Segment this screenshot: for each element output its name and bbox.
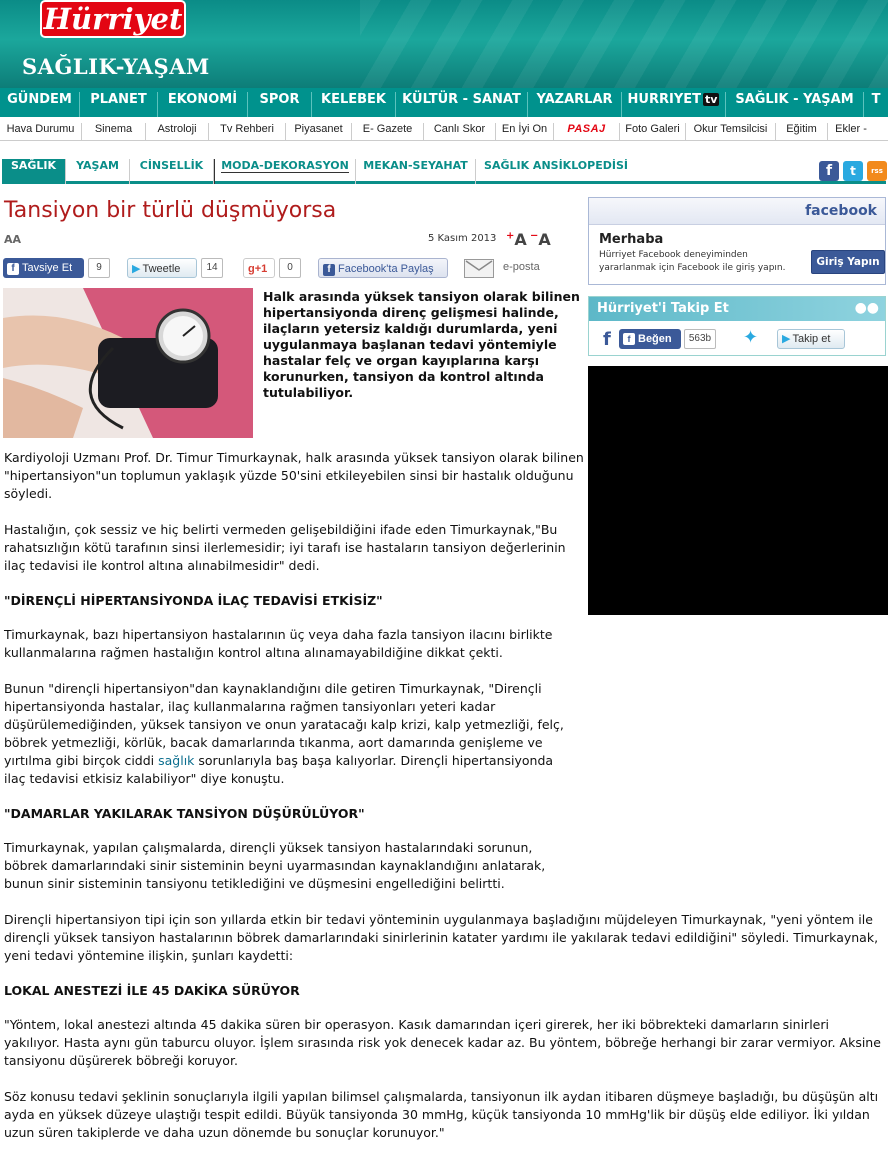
main-nav — [0, 88, 888, 117]
cat-saglik-ansiklopedisi[interactable]: SAĞLIK ANSİKLOPEDİSİ — [484, 159, 628, 172]
follow-box — [588, 296, 886, 356]
facebook-login-button[interactable]: Giriş Yapın — [811, 250, 885, 274]
subnav-hava-durumu[interactable]: Hava Durumu — [0, 123, 82, 141]
font-increase-label: A — [514, 230, 527, 249]
subnav-en-iyi-on[interactable]: En İyi On — [496, 123, 554, 141]
font-decrease-label: A — [538, 230, 551, 249]
hurriyet-logo[interactable]: Hürriyet — [43, 2, 183, 36]
tweet-button[interactable] — [127, 258, 197, 278]
follow-label: Takip et — [792, 333, 831, 345]
subheading-1: "DİRENÇLİ HİPERTANSİYONDA İLAÇ TEDAVİSİ ETKİSİZ" — [4, 593, 383, 608]
nav-saglik-yasam[interactable]: SAĞLIK - YAŞAM — [726, 92, 864, 117]
advertisement-slot[interactable] — [588, 366, 888, 615]
paragraph-5: Timurkaynak, yapılan çalışmalarda, dirençli yüksek tansiyon hastalarındaki sorunun, böbrek damarlarındaki sinir sisteminin beyni uyarmasından kaynaklandığını anlatarak, bunun sinir sisteminin tansiyonu tetiklediğini ve düşmesini engellediğini belirtti. — [4, 840, 546, 891]
article-date: 5 Kasım 2013 — [428, 233, 497, 244]
follow-box-title: Hürriyet'i Takip Et — [589, 297, 885, 321]
minus-icon: − — [530, 230, 539, 242]
people-icon: ●● — [854, 300, 879, 316]
nav-more[interactable]: T — [871, 92, 881, 107]
subnav-egitim[interactable]: Eğitim — [776, 123, 828, 141]
subnav-canli-skor[interactable]: Canlı Skor — [424, 123, 496, 141]
fb-recommend-count: 9 — [88, 258, 110, 278]
gplus-label: +1 — [254, 263, 268, 275]
subnav-tv-rehberi[interactable]: Tv Rehberi — [209, 123, 286, 141]
email-label[interactable]: e-posta — [503, 261, 540, 273]
twitter-icon[interactable]: t — [843, 161, 863, 181]
like-label: Beğen — [638, 333, 672, 345]
tweet-label: Tweetle — [142, 263, 181, 275]
nav-planet[interactable]: PLANET — [80, 92, 158, 117]
facebook-recommend-button[interactable] — [3, 258, 84, 278]
font-increase-button[interactable] — [506, 230, 527, 249]
nav-yazarlar[interactable]: YAZARLAR — [528, 92, 622, 117]
nav-spor[interactable]: SPOR — [248, 92, 312, 117]
nav-hurriyet-label: HURRIYET — [627, 92, 702, 107]
paragraph-4 — [4, 680, 564, 788]
subheading-3: LOKAL ANESTEZİ İLE 45 DAKİKA SÜRÜYOR — [4, 983, 300, 998]
facebook-brand: facebook — [805, 203, 877, 219]
facebook-greeting: Merhaba — [599, 232, 664, 247]
nav-kelebek[interactable]: KELEBEK — [312, 92, 396, 117]
nav-kultur-sanat[interactable]: KÜLTÜR - SANAT — [396, 92, 528, 117]
cat-cinsellik[interactable]: CİNSELLİK — [130, 159, 214, 184]
facebook-share-icon: f — [323, 264, 335, 276]
article-title: Tansiyon bir türlü düşmüyorsa — [4, 198, 337, 223]
subnav-pasaj[interactable]: PASAJ — [554, 123, 620, 141]
subnav-okur-temsilcisi[interactable]: Okur Temsilcisi — [686, 123, 776, 141]
nav-hurriyet-tv[interactable] — [622, 92, 726, 117]
header-decoration — [360, 0, 888, 88]
article-photo — [3, 288, 253, 438]
facebook-share-button[interactable] — [318, 258, 448, 278]
category-nav — [2, 159, 886, 184]
gplus-icon: g — [248, 263, 255, 275]
facebook-login-box — [588, 197, 886, 285]
fb-recommend-label: Tavsiye Et — [22, 262, 73, 274]
gplus-count: 0 — [279, 258, 301, 278]
facebook-message: Hürriyet Facebook deneyiminden yararlanmak için Facebook ile giriş yapın. — [599, 250, 786, 273]
like-count: 563b — [684, 329, 716, 349]
cat-yasam[interactable]: YAŞAM — [66, 159, 130, 184]
facebook-follow-icon[interactable]: f — [603, 329, 611, 350]
article-body — [4, 449, 881, 1160]
paragraph-6: Dirençli hipertansiyon tipi için son yıllarda etkin bir tedavi yönteminin uygulanmaya başladığını müjdeleyen Timurkaynak, "yeni yöntem ile dirençli yüksek tansiyon hastalarının böbrek damarlarındaki sinirlerinin katater yardımı ile yakılarak tedavi edildiğini" söyledi. Timurkaynak, yeni tedavi yöntemine ilişkin, şunları kaydetti: — [4, 912, 879, 963]
email-icon[interactable] — [464, 259, 494, 278]
like-thumb-icon: f — [623, 333, 635, 345]
paragraph-2: Hastalığın, çok sessiz ve hiç belirti vermeden gelişebildiğini ifade eden Timurkaynak,"Bu rahatsızlığın kötü tarafının sinsi ilerlemesidir; iyi tarafı ise hastaların tansiyon değerlerinin ilaç tedavisi ile kontrol altına alınabilmesidir" dedi. — [4, 522, 566, 573]
fb-share-label: Facebook'ta Paylaş — [338, 263, 434, 275]
subnav-foto-galeri[interactable]: Foto Galeri — [620, 123, 686, 141]
paragraph-3: Timurkaynak, bazı hipertansiyon hastalarının üç veya daha fazla tansiyon ilacını birlikte kullanmalarına rağmen hastalığın kontrol altına alınamayabildiğine dikkat çekti. — [4, 627, 553, 660]
cat-moda-dekorasyon[interactable] — [214, 159, 356, 184]
subnav-ekler[interactable]: Ekler - — [835, 123, 867, 135]
paragraph-8: Söz konusu tedavi şeklinin sonuçlarıyla ilgili yapılan bilimsel çalışmalarda, tansiyonun ilk aydan itibaren düşmeye başladığı, bu düşüşün altı ayda en yüksek düzeye ulaştığı tespit edildi. Büyük tansiyonda 30 mmHg, küçük tansiyonda 10 mmHg'lik bir düşüş elde ediliyor. İki yıldan uzun süren takiplerde ve daha uzun dönemde bu sonuçlar korunuyor." — [4, 1089, 879, 1140]
font-decrease-button[interactable] — [530, 230, 551, 249]
facebook-f-icon: f — [7, 263, 19, 275]
utility-nav — [0, 117, 888, 141]
gplus-button[interactable] — [243, 258, 275, 278]
paragraph-1: Kardiyoloji Uzmanı Prof. Dr. Timur Timurkaynak, halk arasında yüksek tansiyon olarak bilinen "hipertansiyon"un toplumun yaklaşık yüzde 50'sini etkileyebilen sinsi bir hastalık olduğunu söyledi. — [4, 450, 584, 501]
subnav-sinema[interactable]: Sinema — [82, 123, 146, 141]
site-header — [0, 0, 888, 88]
nav-gundem[interactable]: GÜNDEM — [0, 92, 80, 117]
cat-mekan-seyahat[interactable]: MEKAN-SEYAHAT — [356, 159, 476, 184]
subheading-2: "DAMARLAR YAKILARAK TANSİYON DÜŞÜRÜLÜYOR" — [4, 806, 365, 821]
rss-icon[interactable]: rss — [867, 161, 887, 181]
saglik-link[interactable]: sağlık — [158, 753, 195, 768]
cat-moda-label: MODA-DEKORASYON — [221, 159, 349, 172]
subnav-piyasanet[interactable]: Piyasanet — [286, 123, 352, 141]
twitter-bird-icon: ▶ — [132, 263, 141, 275]
facebook-icon[interactable]: f — [819, 161, 839, 181]
section-title[interactable]: SAĞLIK-YAŞAM — [22, 54, 210, 79]
nav-ekonomi[interactable]: EKONOMİ — [158, 92, 248, 117]
tv-badge: tv — [705, 93, 718, 106]
article-source: AA — [4, 233, 22, 246]
article-summary: Halk arasında yüksek tansiyon olarak bilinen hipertansiyonda direnç gelişmesi halinde, ilaçların yetersiz kaldığı durumlarda, yeni uygulanmaya başlanan tedavi yöntemiyle hastalar felç ve organ kayıplarına karşı korunurken, tansiyon da kontrol altında tutulabiliyor. — [263, 289, 580, 400]
cat-saglik[interactable]: SAĞLIK — [2, 159, 66, 184]
plus-icon: + — [506, 230, 515, 242]
twitter-bird-icon[interactable]: ✦ — [743, 327, 759, 348]
paragraph-4-part-1: Bunun "dirençli hipertansiyon"dan kaynaklandığını dile getiren Timurkaynak, "Dirençli hipertansiyonda hastalar, ilaç kullanmalarına rağmen tansiyonları yeteri kadar düşürülemediğinden, yüksek tansiyon ve onun yaratacağı kalp krizi, kalp yetmezliği, felç, böbrek yetmezliği, körlük, bacak damarlarında tıkanma, aort damarında genişleme ve yırtılma gibi birçok ciddi — [4, 681, 564, 768]
subnav-astroloji[interactable]: Astroloji — [146, 123, 209, 141]
paragraph-7: "Yöntem, lokal anestezi altında 45 dakika süren bir operasyon. Kasık damarından içeri girerek, her iki böbrekteki damarların sinirleri yakılıyor. Hasta aynı gün taburcu oluyor. İşlem sırasında risk yok denecek kadar az. Bu yöntem, böbreğe herhangi bir zarar vermiyor. Aksine tansiyonu düşürerek böbreği koruyor. — [4, 1017, 881, 1068]
paragraph-4-part-2: sorunlarıyla baş başa kalıyorlar. Dirençli hipertansiyonda ilaç tedavisi etkisiz kalabiliyor" diye konuştu. — [4, 753, 554, 786]
subnav-e-gazete[interactable]: E- Gazete — [352, 123, 424, 141]
facebook-like-button[interactable] — [619, 329, 681, 349]
twitter-follow-button[interactable] — [777, 329, 845, 349]
tweet-count: 14 — [201, 258, 223, 278]
twitter-small-icon: ▶ — [782, 333, 791, 345]
